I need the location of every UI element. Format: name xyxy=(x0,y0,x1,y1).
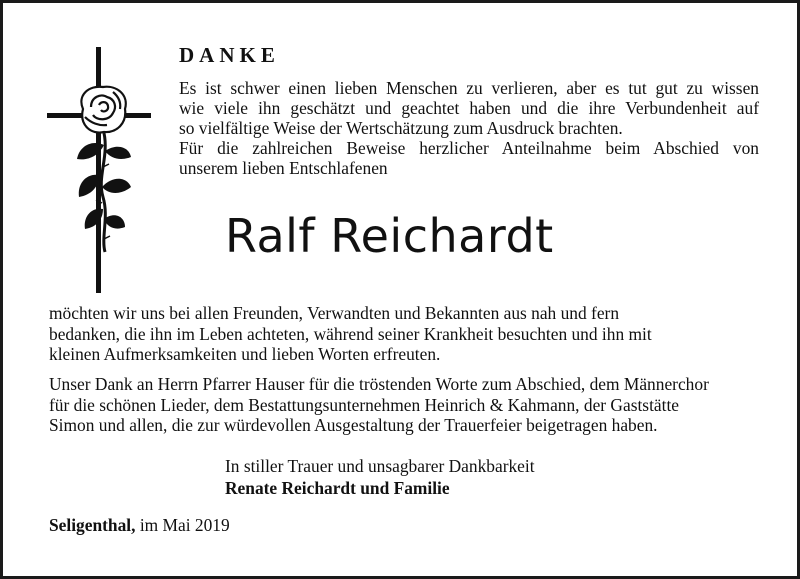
paragraph-line: für die schönen Lieder, dem Bestattungsunternehmen Heinrich & Kahmann, der Gaststätte xyxy=(49,394,680,415)
paragraph-line: möchten wir uns bei allen Freunden, Verwandten und Bekannten aus nah und fern xyxy=(49,303,620,323)
closing-line: In stiller Trauer und unsagbarer Dankbarkeit xyxy=(225,456,535,476)
heading: DANKE xyxy=(179,43,280,67)
deceased-name: Ralf Reichardt xyxy=(225,209,554,263)
place-date xyxy=(49,515,230,536)
intro-line: so vielfältige Weise der Wertschätzung zum Ausdruck brachten. xyxy=(179,118,623,138)
paragraph-line: bedanken, die ihn im Leben achteten, während seiner Krankheit besuchten und ihn mit xyxy=(49,323,652,344)
paragraph-line: Simon und allen, die zur würdevollen Ausgestaltung der Trauerfeier beigetragen haben. xyxy=(49,415,658,435)
place-date-text: im Mai 2019 xyxy=(135,515,230,535)
family-signature: Renate Reichardt und Familie xyxy=(225,478,450,498)
intro-line: Es ist schwer einen lieben Menschen zu verlieren, aber es tut gut zu wissen xyxy=(179,78,759,98)
place-town: Seligenthal, xyxy=(49,515,136,535)
intro-line: unserem lieben Entschlafenen xyxy=(179,158,388,178)
intro-line: Für die zahlreichen Beweise herzlicher Anteilnahme beim Abschied von xyxy=(179,138,759,158)
paragraph-line: Unser Dank an Herrn Pfarrer Hauser für die tröstenden Worte zum Abschied, dem Männerchor xyxy=(49,374,709,394)
intro-text xyxy=(179,78,759,178)
acknowledgement-paragraph xyxy=(49,374,759,436)
closing-block xyxy=(225,455,535,499)
thanks-paragraph xyxy=(49,303,759,365)
intro-line: wie viele ihn geschätzt und geachtet haben und die ihre Verbundenheit auf xyxy=(179,98,759,118)
paragraph-line: kleinen Aufmerksamkeiten und lieben Worten erfreuten. xyxy=(49,344,441,364)
cross-with-rose-icon xyxy=(47,47,157,293)
